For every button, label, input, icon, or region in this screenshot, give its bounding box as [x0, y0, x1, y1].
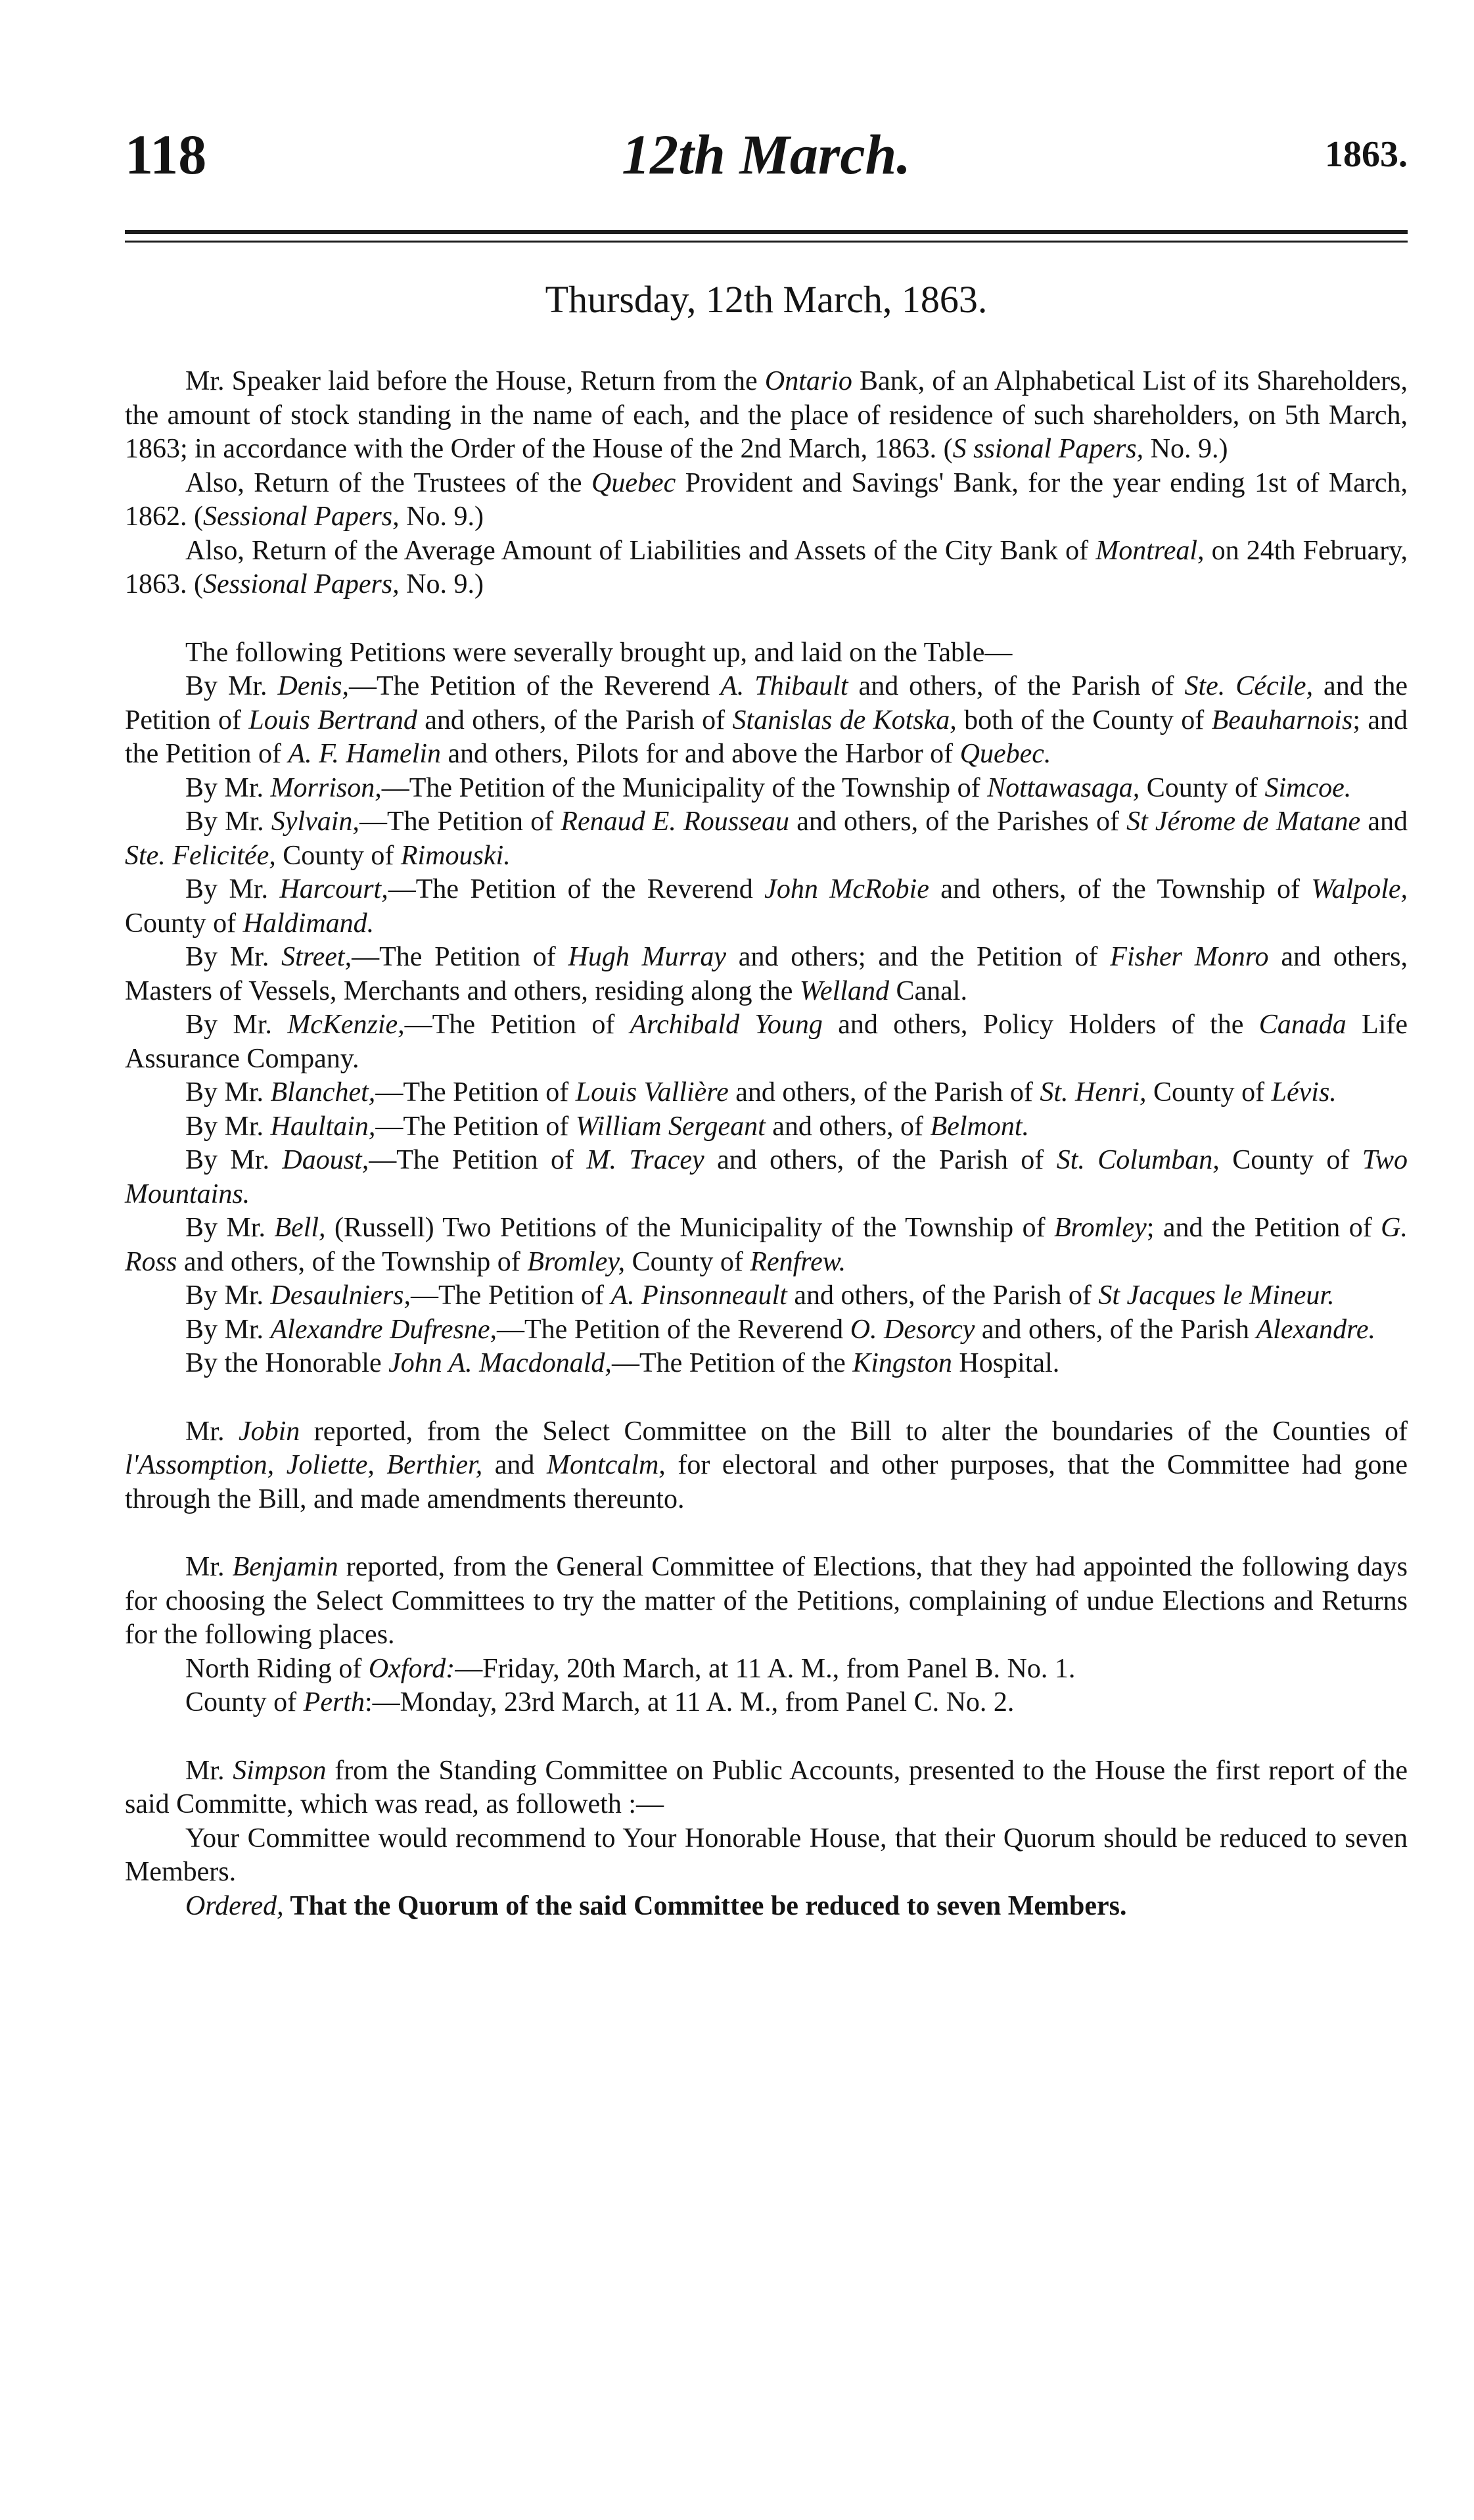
italic-text: Ste. Felicitée, — [125, 840, 276, 871]
text-run: By Mr. — [185, 942, 282, 972]
italic-text: Simcoe. — [1264, 772, 1352, 803]
text-run: By Mr. — [185, 1111, 271, 1142]
italic-text: John McRobie — [764, 874, 929, 904]
italic-text: John A. Macdonald, — [388, 1348, 612, 1378]
italic-text: Canada — [1258, 1010, 1347, 1040]
italic-text: Montreal, — [1095, 535, 1205, 566]
italic-text: Renaud E. Rousseau — [561, 806, 790, 837]
italic-text: Benjamin — [232, 1552, 338, 1582]
italic-text: Oxford: — [368, 1653, 455, 1684]
text-run: No. 9.) — [1143, 434, 1228, 464]
italic-text: Hugh Murray — [568, 942, 726, 972]
text-run: and others; and the Petition of — [725, 942, 1111, 972]
italic-text: Denis, — [277, 671, 349, 701]
text-run: Provident and Savings' Bank, for the year ending 1st of March, 1862. ( — [125, 467, 1408, 532]
italic-text: Simpson — [233, 1755, 327, 1786]
text-run: reported, from the Select Committee on the Bill to alter the boundaries of the Counties of — [300, 1416, 1408, 1447]
italic-text: G. Ross — [125, 1213, 1408, 1277]
text-run: reported, from the General Committee of Elections, that they had appointed the following days for choosing the Select Committees to try the matter of the Petitions, complaining of undue Elections and Returns for the following places. — [125, 1552, 1408, 1650]
text-run: and others, Policy Holders of the — [822, 1010, 1259, 1040]
journal-paragraph — [125, 1008, 1408, 1076]
italic-text: O. Desorcy — [850, 1314, 975, 1345]
text-run: By Mr. — [185, 772, 271, 803]
italic-text: Quebec — [591, 467, 676, 498]
italic-text: Morrison, — [270, 772, 382, 803]
journal-paragraph — [125, 1686, 1408, 1720]
italic-text: St. Columban, — [1056, 1145, 1220, 1175]
italic-text: Alexandre Dufresne, — [270, 1314, 497, 1345]
text-run: both of the County of — [956, 705, 1212, 735]
text-run: and — [482, 1450, 547, 1480]
text-run: and others, of the Parish — [975, 1314, 1256, 1345]
italic-text: M. Tracey — [586, 1145, 704, 1175]
text-run: County of — [1219, 1145, 1362, 1175]
journal-paragraph — [125, 1822, 1408, 1890]
text-run: North Riding of — [185, 1653, 369, 1684]
italic-text: Sylvain, — [271, 806, 359, 837]
journal-paragraph — [125, 1890, 1408, 1924]
text-run: —The Petition of — [375, 1111, 576, 1142]
italic-text: Bromley — [1054, 1213, 1147, 1243]
text-run: for electoral and other purposes, that the Committee had gone through the Bill, and made amendments thereunto. — [125, 1450, 1408, 1514]
text-run: —The Petition of the Reverend — [496, 1314, 850, 1345]
italic-text: A. Pinsonneault — [610, 1280, 787, 1311]
text-run: Mr. — [185, 1416, 239, 1447]
italic-text: Harcourt, — [279, 874, 388, 904]
text-run: ; and the Petition of — [1146, 1213, 1381, 1243]
text-run: By Mr. — [185, 1077, 271, 1108]
italic-text: Walpole, — [1311, 874, 1408, 904]
journal-paragraph — [125, 873, 1408, 941]
text-run: Mr. — [185, 1755, 233, 1786]
text-run: and others, of the Parish of — [704, 1145, 1057, 1175]
italic-text: Kingston — [852, 1348, 952, 1378]
italic-text: Beauharnois — [1211, 705, 1353, 735]
text-run: Mr. Speaker laid before the House, Return from the — [185, 366, 765, 396]
text-run: By Mr. — [185, 1213, 275, 1243]
journal-paragraph — [125, 1551, 1408, 1652]
text-run: Hospital. — [952, 1348, 1060, 1378]
journal-paragraph — [125, 1110, 1408, 1144]
section-gap — [125, 1381, 1408, 1415]
text-run: County of — [125, 908, 243, 939]
italic-text: S ssional Papers, — [952, 434, 1144, 464]
text-run: —The Petition of — [352, 942, 568, 972]
text-run: County of — [185, 1687, 304, 1717]
journal-paragraph — [125, 1754, 1408, 1822]
text-run: —The Petition of the — [611, 1348, 853, 1378]
running-head — [125, 122, 1408, 194]
text-run: —The Petition of — [404, 1010, 630, 1040]
text-run: County of — [1146, 1077, 1272, 1108]
header-rule-thick — [125, 230, 1408, 234]
journal-paragraph — [125, 1076, 1408, 1110]
italic-text: Rimouski. — [400, 840, 511, 871]
text-run: By Mr. — [185, 1314, 271, 1345]
italic-text: William Sergeant — [575, 1111, 766, 1142]
journal-paragraph — [125, 365, 1408, 467]
italic-text: Perth — [303, 1687, 365, 1717]
italic-text: A. F. Hamelin — [288, 739, 442, 769]
text-run: and others, of the Parish of — [417, 705, 733, 735]
text-run: By Mr. — [185, 1145, 283, 1175]
italic-text: Desaulniers, — [270, 1280, 411, 1311]
journal-paragraph — [125, 1652, 1408, 1687]
journal-paragraph — [125, 467, 1408, 534]
text-run: and others, of the Parish of — [848, 671, 1185, 701]
italic-text: Bell, — [274, 1213, 326, 1243]
italic-text: Sessional Papers, — [203, 569, 400, 599]
text-run: and others, of — [765, 1111, 931, 1142]
italic-text: Jobin — [238, 1416, 300, 1447]
journal-paragraph — [125, 1279, 1408, 1313]
italic-text: A. Thibault — [720, 671, 848, 701]
italic-text: St Jérome de Matane — [1126, 806, 1361, 837]
section-gap — [125, 1720, 1408, 1754]
journal-paragraph — [125, 1211, 1408, 1279]
text-run: from the Standing Committee on Public Accounts, presented to the House the first report of the said Committe, which was read, as followeth :— — [125, 1755, 1408, 1819]
italic-text: Lévis. — [1271, 1077, 1337, 1108]
text-run: and others, of the Township of — [929, 874, 1312, 904]
italic-text: St. Henri, — [1040, 1077, 1147, 1108]
italic-text: Bromley, — [527, 1246, 626, 1277]
text-run: —Friday, 20th March, at 11 A. M., from Panel B. No. 1. — [455, 1653, 1076, 1684]
text-run: County of — [625, 1246, 750, 1277]
italic-text: McKenzie, — [287, 1010, 405, 1040]
journal-paragraph — [125, 534, 1408, 602]
text-run: and — [1360, 806, 1408, 837]
italic-text: l'Assomption, Joliette, Berthier, — [125, 1450, 483, 1480]
journal-paragraph — [125, 1144, 1408, 1211]
italic-text: Daoust, — [282, 1145, 369, 1175]
text-run: Life Assurance Company. — [125, 1010, 1408, 1074]
text-run: The following Petitions were severally brought up, and laid on the Table— — [185, 637, 1013, 668]
header-rule-thin — [125, 241, 1408, 243]
text-run: —The Petition of — [359, 806, 561, 837]
journal-paragraph — [125, 670, 1408, 772]
text-run: Canal. — [888, 975, 967, 1006]
italic-text: Ordered, — [185, 1890, 284, 1921]
italic-text: Louis Vallière — [575, 1077, 729, 1108]
text-run: —The Petition of the Reverend — [388, 874, 765, 904]
text-run: Mr. — [185, 1552, 233, 1582]
italic-text: Belmont. — [930, 1111, 1030, 1142]
text-run: (Russell) Two Petitions of the Municipality of the Township of — [325, 1213, 1054, 1243]
text-run: and others, of the Parishes of — [789, 806, 1127, 837]
italic-text: St Jacques le Mineur. — [1098, 1280, 1335, 1311]
text-run: Bank, of an Alphabetical List of its Shareholders, the amount of stock standing in the name of each, and the place of residence of such shareholders, on 5th March, 1863; in accordance with the Order of the House of the 2nd March, 1863. ( — [125, 366, 1408, 464]
text-run: Your Committee would recommend to Your Honorable House, that their Quorum should be reduced to seven Members. — [125, 1823, 1408, 1887]
text-run: —The Petition of — [369, 1145, 587, 1175]
italic-text: Renfrew. — [750, 1246, 846, 1277]
italic-text: Two Mountains. — [125, 1145, 1408, 1209]
text-run: By Mr. — [185, 1010, 288, 1040]
italic-text: Haultain, — [270, 1111, 376, 1142]
text-run: —The Petition of — [411, 1280, 611, 1311]
italic-text: Sessional Papers, — [203, 502, 400, 532]
italic-text: Archibald Young — [630, 1010, 823, 1040]
italic-text: Haldimand. — [242, 908, 375, 939]
journal-paragraph — [125, 805, 1408, 873]
journal-paragraph — [125, 941, 1408, 1008]
text-run: By Mr. — [185, 671, 278, 701]
day-heading: Thursday, 12th March, 1863. — [545, 278, 988, 321]
text-run: :—Monday, 23rd March, at 11 A. M., from Panel C. No. 2. — [364, 1687, 1015, 1717]
text-run: Also, Return of the Trustees of the — [185, 467, 592, 498]
text-run: That the Quorum of the said Committee be reduced to seven Members. — [283, 1890, 1127, 1921]
section-gap — [125, 602, 1408, 636]
journal-paragraph — [125, 1347, 1408, 1381]
text-run: and others, of the Parish of — [787, 1280, 1099, 1311]
journal-body — [125, 365, 1408, 1923]
italic-text: Stanislas de Kotska, — [732, 705, 957, 735]
italic-text: Quebec. — [959, 739, 1051, 769]
page-number: 118 — [125, 123, 207, 186]
italic-text: Welland — [799, 975, 889, 1006]
italic-text: Ontario — [764, 366, 852, 396]
italic-text: Alexandre. — [1256, 1314, 1376, 1345]
text-run: No. 9.) — [399, 502, 484, 532]
text-run: —The Petition of the Reverend — [348, 671, 721, 701]
text-run: By Mr. — [185, 874, 280, 904]
text-run: —The Petition of the Municipality of the Township of — [381, 772, 988, 803]
text-run: and others, of the Township of — [177, 1246, 528, 1277]
italic-text: Street, — [281, 942, 352, 972]
text-run: County of — [1140, 772, 1265, 803]
text-run: By Mr. — [185, 806, 271, 837]
text-run: and others, of the Parish of — [728, 1077, 1040, 1108]
journal-paragraph — [125, 1415, 1408, 1517]
text-run: ; and the Petition of — [125, 705, 1408, 769]
text-run: By the Honorable — [185, 1348, 389, 1378]
text-run: and others, Pilots for and above the Harbor of — [441, 739, 960, 769]
italic-text: Louis Bertrand — [248, 705, 417, 735]
running-head-year: 1863. — [1325, 134, 1408, 175]
text-run: By Mr. — [185, 1280, 271, 1311]
italic-text: Blanchet, — [270, 1077, 376, 1108]
italic-text: Fisher Monro — [1110, 942, 1269, 972]
text-run: —The Petition of — [375, 1077, 576, 1108]
italic-text: Montcalm, — [547, 1450, 666, 1480]
running-head-date: 12th March. — [622, 123, 911, 186]
text-run: Also, Return of the Average Amount of Liabilities and Assets of the City Bank of — [185, 535, 1096, 566]
italic-text: Nottawasaga, — [987, 772, 1140, 803]
text-run: on 24th February, 1863. ( — [125, 535, 1408, 599]
journal-paragraph — [125, 1313, 1408, 1347]
text-run: County of — [275, 840, 401, 871]
italic-text: Ste. Cécile, — [1184, 671, 1314, 701]
journal-paragraph — [125, 636, 1408, 670]
text-run: and the Petition of — [125, 671, 1408, 735]
journal-paragraph — [125, 772, 1408, 806]
section-gap — [125, 1516, 1408, 1551]
text-run: No. 9.) — [399, 569, 484, 599]
text-run: and others, Masters of Vessels, Merchants and others, residing along the — [125, 942, 1408, 1006]
